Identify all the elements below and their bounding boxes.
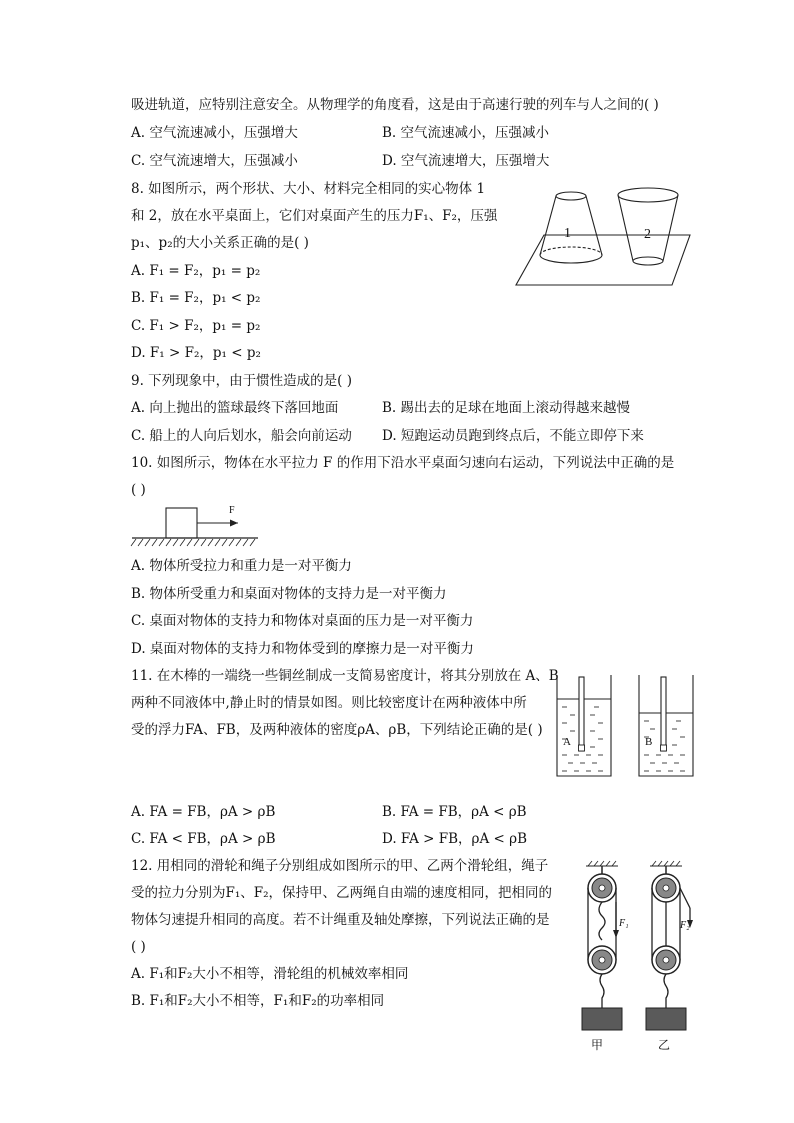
q8-option-d: D. F₁ > F₂，p₁ < p₂ <box>131 345 261 361</box>
q7-option-d: D. 空气流速增大，压强增大 <box>382 153 550 169</box>
q8-stem-line3: p₁、p₂的大小关系正确的是( ) <box>131 235 309 251</box>
q12-stem-line2: 受的拉力分别为F₁、F₂，保持甲、乙两绳自由端的速度相同，把相同的 <box>131 885 553 901</box>
pulley-system-yi <box>646 866 693 1030</box>
q10-stem-line1: 10. 如图所示，物体在水平拉力 F 的作用下沿水平桌面匀速向右运动，下列说法中正确的是 <box>131 455 675 471</box>
q12-stem-line1: 12. 用相同的滑轮和绳子分别组成如图所示的甲、乙两个滑轮组，绳子 <box>131 858 549 874</box>
q10-option-a: A. 物体所受拉力和重力是一对平衡力 <box>131 558 352 574</box>
q11-option-a: A. FA = FB，ρA > ρB <box>131 804 276 820</box>
force-label: F <box>229 505 235 516</box>
q10-block-figure <box>130 502 260 550</box>
block-shape <box>166 508 197 538</box>
q7-option-b: B. 空气流速减小，压强减小 <box>382 125 550 141</box>
pulley-system-jia <box>582 866 629 1030</box>
force-label-f2: F₂ <box>680 920 690 931</box>
beaker-a-label: A <box>563 736 571 748</box>
q9-option-a: A. 向上抛出的篮球最终下落回地面 <box>131 400 339 416</box>
frustum-2-label: 2 <box>644 227 651 242</box>
q8-stem-line1: 8. 如图所示，两个形状、大小、材料完全相同的实心物体 1 <box>131 181 486 197</box>
q11-densimeter-figure <box>554 673 696 779</box>
q11-stem-line2: 两种不同液体中,静止时的情景如图。则比较密度计在两种液体中所 <box>131 695 527 711</box>
q8-option-c: C. F₁ > F₂，p₁ = p₂ <box>131 318 261 334</box>
q10-option-d: D. 桌面对物体的支持力和物体受到的摩擦力是一对平衡力 <box>131 641 474 657</box>
q12-pulley-figure <box>572 858 702 1058</box>
q10-stem-line2: ( ) <box>131 482 146 498</box>
beaker-b-label: B <box>645 736 653 748</box>
weight-yi <box>646 1008 686 1030</box>
q9-option-d: D. 短跑运动员跑到终点后，不能立即停下来 <box>382 428 644 444</box>
weight-jia <box>582 1008 622 1030</box>
q11-stem-line3: 受的浮力FA、FB，及两种液体的密度ρA、ρB，下列结论正确的是( ) <box>131 722 543 738</box>
q11-option-b: B. FA = FB，ρA < ρB <box>382 804 527 820</box>
force-label-f1: F₁ <box>619 918 629 929</box>
q7-stem-continuation: 吸进轨道，应特别注意安全。从物理学的角度看，这是由于高速行驶的列车与人之间的( ) <box>131 97 659 113</box>
q11-stem-line1: 11. 在木棒的一端绕一些铜丝制成一支简易密度计，将其分别放在 A、B <box>131 668 559 684</box>
q11-option-d: D. FA > FB，ρA < ρB <box>382 831 527 847</box>
q8-option-b: B. F₁ = F₂，p₁ < p₂ <box>131 290 261 306</box>
q9-option-b: B. 踢出去的足球在地面上滚动得越来越慢 <box>382 400 631 416</box>
table-surface <box>516 235 690 285</box>
q9-stem: 9. 下列现象中，由于惯性造成的是( ) <box>131 373 352 389</box>
ground-hatching <box>131 539 255 546</box>
q12-option-a: A. F₁和F₂大小不相等，滑轮组的机械效率相同 <box>131 966 409 982</box>
q11-option-c: C. FA < FB，ρA > ρB <box>131 831 276 847</box>
force-arrow-f1 <box>613 930 619 938</box>
q7-option-c: C. 空气流速增大，压强减小 <box>131 153 298 169</box>
q9-option-c: C. 船上的人向后划水，船会向前运动 <box>131 428 352 444</box>
copper-wire-a <box>579 745 585 751</box>
q7-option-a: A. 空气流速减小，压强增大 <box>131 125 298 141</box>
q10-option-b: B. 物体所受重力和桌面对物体的支持力是一对平衡力 <box>131 586 447 602</box>
label-yi: 乙 <box>658 1038 671 1052</box>
densimeter-b <box>661 677 666 751</box>
q12-option-b: B. F₁和F₂大小不相等，F₁和F₂的功率相同 <box>131 993 385 1009</box>
q8-stem-line2: 和 2，放在水平桌面上，它们对桌面产生的压力F₁、F₂，压强 <box>131 208 498 224</box>
q10-option-c: C. 桌面对物体的支持力和物体对桌面的压力是一对平衡力 <box>131 613 474 629</box>
label-jia: 甲 <box>591 1038 604 1052</box>
force-arrowhead <box>230 520 238 527</box>
densimeter-a <box>579 677 584 751</box>
q8-option-a: A. F₁ = F₂，p₁ = p₂ <box>131 263 261 279</box>
q12-stem-line4: ( ) <box>131 939 146 955</box>
q12-stem-line3: 物体匀速提升相同的高度。若不计绳重及轴处摩擦，下列说法正确的是 <box>131 912 550 928</box>
ceiling-hatching <box>588 861 680 866</box>
frustum-1-shape <box>540 192 602 263</box>
copper-wire-b <box>661 745 667 751</box>
q8-frustum-figure <box>514 185 694 287</box>
frustum-1-label: 1 <box>564 226 571 241</box>
